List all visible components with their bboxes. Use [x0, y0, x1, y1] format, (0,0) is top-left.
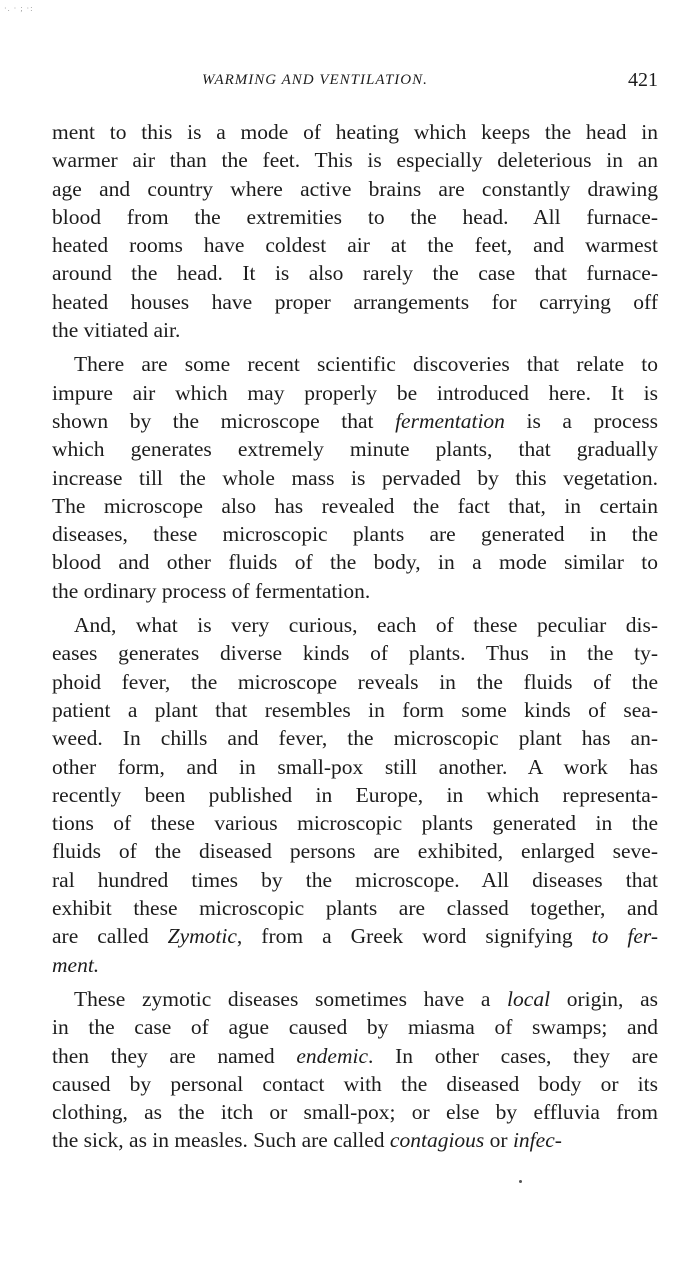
text-run: heated houses have proper arrangements for carrying off: [52, 289, 658, 314]
text-line: [52, 1013, 658, 1041]
paragraph: [52, 118, 658, 344]
text-run: diseases, these microscopic plants are generated in the: [52, 522, 658, 547]
text-line: [52, 577, 658, 605]
text-run: around the head. It is also rarely the case that furnace-: [52, 261, 658, 286]
italic-text: to fer-: [591, 924, 658, 949]
paragraph: [52, 985, 658, 1155]
text-line: [52, 951, 658, 979]
text-line: [52, 350, 658, 378]
italic-text: local: [507, 986, 551, 1011]
text-line: [52, 1098, 658, 1126]
text-run: the sick, as in measles. Such are called: [52, 1128, 390, 1153]
text-line: [52, 288, 658, 316]
text-run: . In other cases, they are: [368, 1043, 658, 1068]
text-line: [52, 781, 658, 809]
text-line: [52, 379, 658, 407]
text-line: [52, 203, 658, 231]
text-line: [52, 1126, 658, 1154]
text-line: [52, 809, 658, 837]
text-line: [52, 492, 658, 520]
paragraph: [52, 350, 658, 605]
text-run: The microscope also has revealed the fact that, in certain: [52, 493, 658, 518]
text-line: [52, 985, 658, 1013]
italic-text: Zymotic: [167, 924, 237, 949]
text-run: other form, and in small-pox still another. A work has: [52, 754, 658, 779]
text-run: the ordinary process of fermentation.: [52, 578, 371, 603]
text-line: [52, 611, 658, 639]
running-title: WARMING AND VENTILATION.: [202, 72, 428, 88]
italic-text: endemic: [296, 1043, 369, 1068]
text-run: There are some recent scientific discoveries that relate to: [74, 352, 658, 377]
text-run: which generates extremely minute plants, that gradually: [52, 437, 658, 462]
text-line: [52, 316, 658, 344]
text-line: [52, 464, 658, 492]
text-run: patient a plant that resembles in form some kinds of sea-: [52, 697, 658, 722]
text-run: age and country where active brains are constantly drawing: [52, 176, 658, 201]
italic-text: infec-: [512, 1128, 562, 1153]
text-line: [52, 639, 658, 667]
text-run: blood and other fluids of the body, in a mode similar to: [52, 550, 658, 575]
text-run: the vitiated air.: [52, 318, 181, 343]
text-line: [52, 435, 658, 463]
text-run: fluids of the diseased persons are exhibited, enlarged seve-: [52, 839, 658, 864]
text-run: in the case of ague caused by miasma of swamps; and: [52, 1015, 658, 1040]
text-line: [52, 696, 658, 724]
text-run: weed. In chills and fever, the microscopic plant has an-: [52, 726, 658, 751]
text-run: ral hundred times by the microscope. All diseases that: [52, 867, 658, 892]
paragraph: [52, 611, 658, 979]
italic-text: fermentation: [395, 408, 505, 433]
text-run: phoid fever, the microscope reveals in the fluids of the: [52, 669, 658, 694]
text-run: heated rooms have coldest air at the feet, and warmest: [52, 233, 658, 258]
text-line: [52, 146, 658, 174]
text-run: caused by personal contact with the diseased body or its: [52, 1071, 658, 1096]
text-line: [52, 231, 658, 259]
text-run: then they are named: [52, 1043, 297, 1068]
text-run: ment to this is a mode of heating which keeps the head in: [52, 120, 658, 144]
page-text: [52, 118, 658, 1155]
ink-dot: [519, 1180, 522, 1183]
text-line: [52, 1042, 658, 1070]
text-line: [52, 894, 658, 922]
text-line: [52, 866, 658, 894]
text-run: recently been published in Europe, in which representa-: [52, 782, 658, 807]
text-run: impure air which may properly be introduced here. It is: [52, 380, 658, 405]
running-head: [52, 69, 658, 98]
text-line: [52, 259, 658, 287]
text-line: [52, 118, 658, 146]
text-run: origin, as: [550, 986, 658, 1011]
text-run: increase till the whole mass is pervaded by this vegetation.: [52, 465, 658, 490]
text-run: exhibit these microscopic plants are classed together, and: [52, 896, 658, 921]
text-run: is a process: [504, 408, 658, 433]
text-line: [52, 548, 658, 576]
text-run: shown by the microscope that: [52, 408, 396, 433]
text-line: [52, 1070, 658, 1098]
page-number: 421: [628, 69, 658, 91]
text-line: [52, 520, 658, 548]
italic-text: contagious: [389, 1128, 485, 1153]
text-run: These zymotic diseases sometimes have a: [74, 986, 508, 1011]
italic-text: ment.: [52, 952, 100, 977]
text-run: eases generates diverse kinds of plants. Thus in the ty-: [52, 641, 658, 666]
text-run: clothing, as the itch or small-pox; or else by effluvia from: [52, 1100, 658, 1125]
text-run: , from a Greek word signifying: [236, 924, 592, 949]
text-line: [52, 407, 658, 435]
text-run: are called: [52, 924, 168, 949]
text-line: [52, 668, 658, 696]
text-line: [52, 724, 658, 752]
text-run: And, what is very curious, each of these peculiar dis-: [74, 613, 658, 638]
text-line: [52, 922, 658, 950]
text-line: [52, 753, 658, 781]
text-run: or: [484, 1128, 513, 1153]
text-run: tions of these various microscopic plants generated in the: [52, 811, 658, 836]
paper-specks: ·. · ; ·:: [4, 4, 34, 13]
text-run: warmer air than the feet. This is especially deleterious in an: [52, 148, 658, 173]
text-run: blood from the extremities to the head. All furnace-: [52, 204, 658, 229]
text-line: [52, 837, 658, 865]
text-line: [52, 175, 658, 203]
